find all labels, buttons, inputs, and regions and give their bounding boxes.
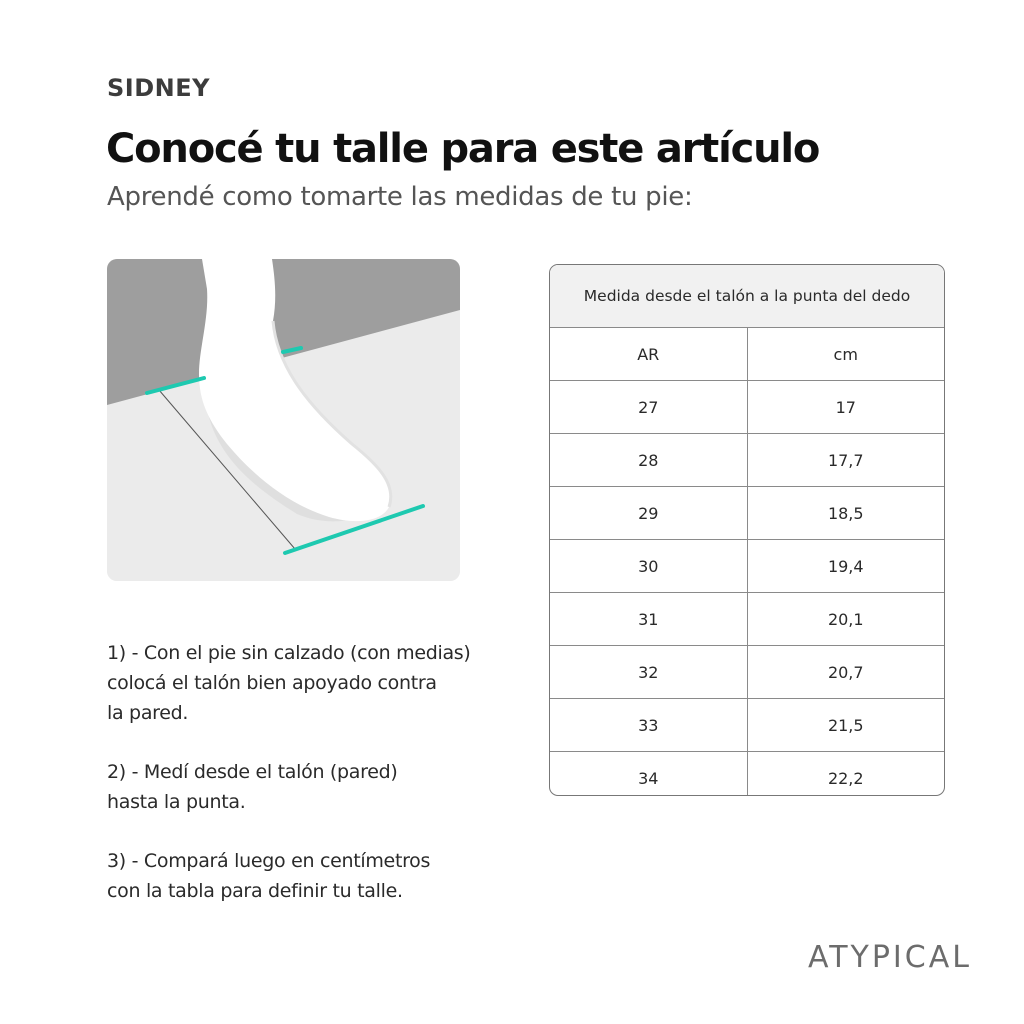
size-ar: 31: [550, 593, 747, 646]
table-row: [550, 699, 944, 752]
size-table-caption: Medida desde el talón a la punta del dedo: [550, 265, 944, 328]
instructions: [107, 638, 507, 935]
brand-name: SIDNEY: [107, 74, 210, 102]
size-ar: 34: [550, 752, 747, 797]
table-row: [550, 381, 944, 434]
size-ar: 27: [550, 381, 747, 434]
size-ar: 29: [550, 487, 747, 540]
size-ar: 28: [550, 434, 747, 487]
table-row: [550, 593, 944, 646]
size-cm: 18,5: [747, 487, 944, 540]
table-row: [550, 646, 944, 699]
size-ar: 33: [550, 699, 747, 752]
size-cm: 20,7: [747, 646, 944, 699]
table-row: [550, 752, 944, 797]
size-cm: 21,5: [747, 699, 944, 752]
size-cm: 22,2: [747, 752, 944, 797]
instruction-step-3: 3) - Compará luego en centímetros con la tabla para definir tu talle.: [107, 850, 431, 902]
column-header-cm: cm: [747, 328, 944, 381]
foot-measurement-illustration: [107, 259, 460, 581]
size-ar: 32: [550, 646, 747, 699]
page-title: Conocé tu talle para este artículo: [106, 126, 820, 172]
size-cm: 17: [747, 381, 944, 434]
page-subtitle: Aprendé como tomarte las medidas de tu pie:: [107, 182, 693, 212]
table-row: [550, 540, 944, 593]
size-cm: 17,7: [747, 434, 944, 487]
instruction-step-2: 2) - Medí desde el talón (pared) hasta la punta.: [107, 761, 398, 813]
atypical-logo: ATYPICAL: [808, 940, 972, 975]
size-ar: 30: [550, 540, 747, 593]
size-cm: 19,4: [747, 540, 944, 593]
column-header-ar: AR: [550, 328, 747, 381]
foot-icon: [107, 259, 460, 581]
size-cm: 20,1: [747, 593, 944, 646]
table-row: [550, 434, 944, 487]
instruction-step-1: 1) - Con el pie sin calzado (con medias) colocá el talón bien apoyado contra la pared.: [107, 642, 471, 724]
table-row: [550, 487, 944, 540]
size-table: [549, 264, 945, 796]
